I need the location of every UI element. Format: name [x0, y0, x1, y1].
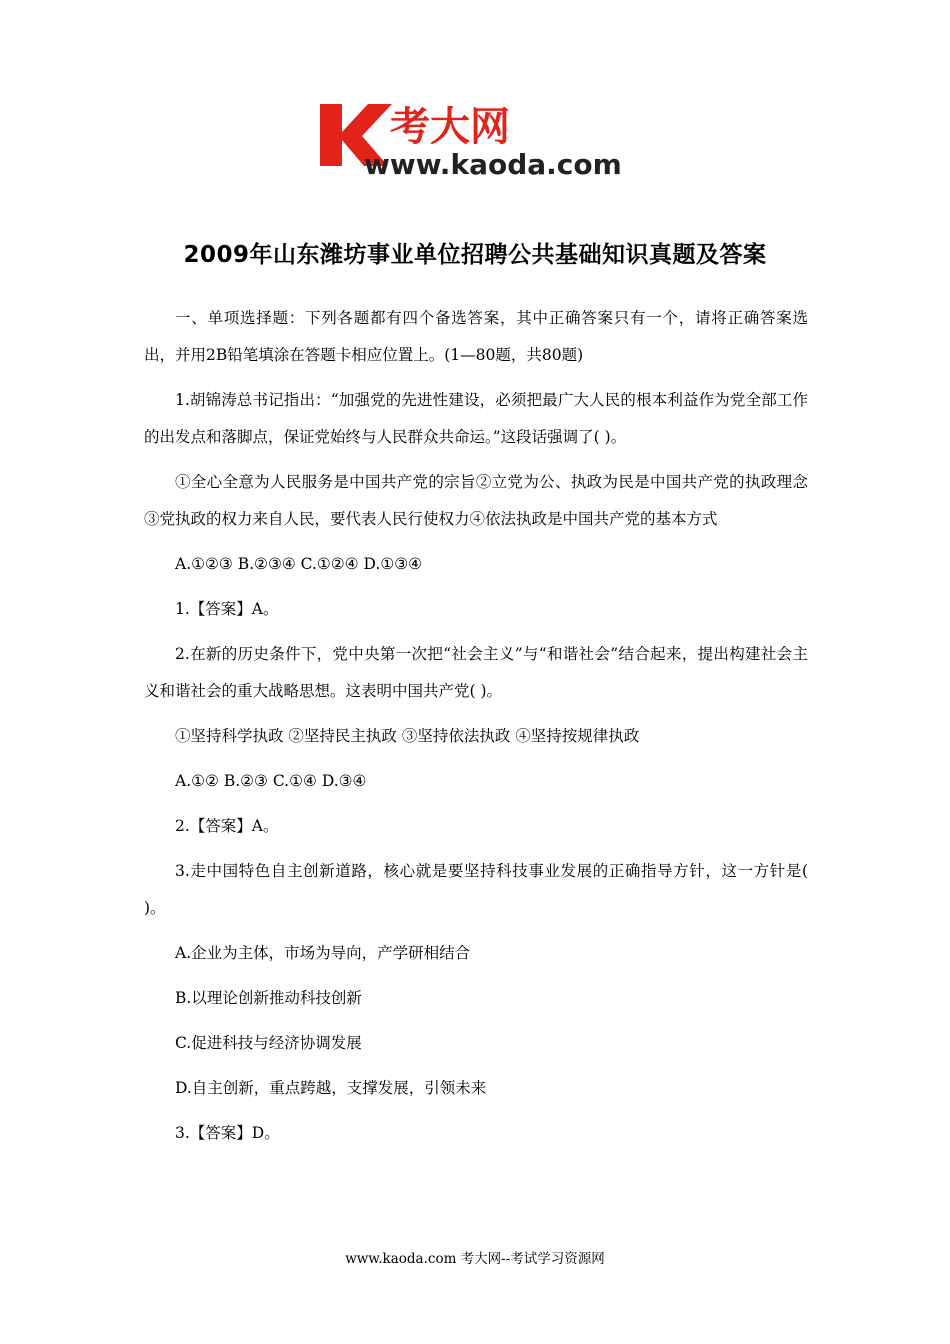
question-3-option-b: B.以理论创新推动科技创新	[175, 989, 362, 1007]
question-1-stem: 1.胡锦涛总书记指出：“加强党的先进性建设，必须把最广大人民的根本利益作为党全部工作的出发点和落脚点，保证党始终与人民群众共命运。”这段话强调了( )。	[144, 391, 808, 446]
question-2-stem: 2.在新的历史条件下，党中央第一次把“社会主义”与“和谐社会”结合起来，提出构建社会主义和谐社会的重大战略思想。这表明中国共产党( )。	[144, 645, 808, 700]
document-body	[144, 300, 808, 1160]
question-1-statements: ①全心全意为人民服务是中国共产党的宗旨②立党为公、执政为民是中国共产党的执政理念③党执政的权力来自人民，要代表人民行使权力④依法执政是中国共产党的基本方式	[144, 473, 808, 528]
question-3-option-a: A.企业为主体，市场为导向，产学研相结合	[175, 944, 471, 962]
page-footer: www.kaoda.com 考大网--考试学习资源网	[345, 1251, 605, 1267]
question-2-answer: 2.【答案】A。	[175, 817, 279, 835]
logo-brand-name: 考大网	[390, 104, 510, 150]
question-3-stem: 3.走中国特色自主创新道路，核心就是要坚持科技事业发展的正确指导方针，这一方针是( )。	[144, 862, 808, 917]
question-2-statements: ①坚持科学执政 ②坚持民主执政 ③坚持依法执政 ④坚持按规律执政	[175, 727, 640, 745]
question-3-answer: 3.【答案】D。	[175, 1124, 280, 1142]
question-3-option-d: D.自主创新，重点跨越，支撑发展，引领未来	[175, 1079, 487, 1097]
section-intro: 一、单项选择题：下列各题都有四个备选答案，其中正确答案只有一个，请将正确答案选出，并用2B铅笔填涂在答题卡相应位置上。(1—80题，共80题)	[144, 309, 808, 364]
kaoda-logo	[318, 98, 648, 178]
question-1-answer: 1.【答案】A。	[175, 600, 279, 618]
document-title: 2009年山东潍坊事业单位招聘公共基础知识真题及答案	[183, 242, 767, 268]
question-2-options: A.①② B.②③ C.①④ D.③④	[175, 772, 367, 790]
question-1-options: A.①②③ B.②③④ C.①②④ D.①③④	[175, 555, 423, 573]
logo-brand-url: www.kaoda.com	[364, 148, 622, 178]
question-3-option-c: C.促进科技与经济协调发展	[175, 1034, 362, 1052]
